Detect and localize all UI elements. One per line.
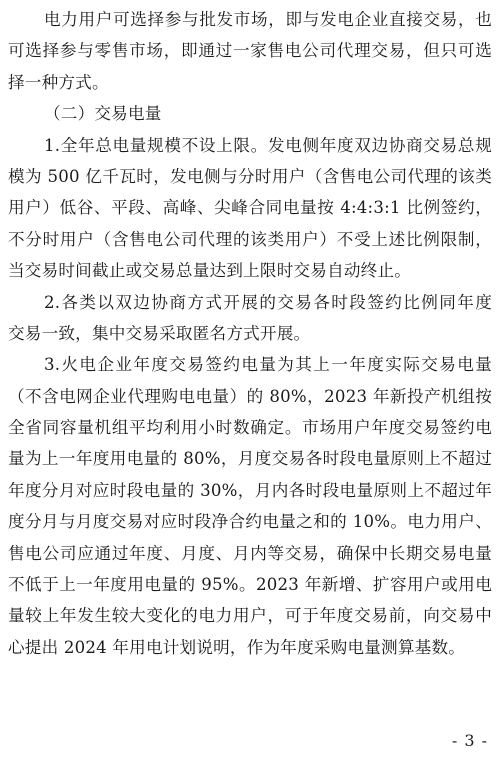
text-line: 电力用户可选择参与批发市场，即与发电企业直接交易，也 (44, 10, 492, 29)
text-line: 年度分月对应时段电量的 30%，月内各时段电量原则上不超过年 (8, 480, 492, 500)
text-line: （不含电网企业代理购电电量）的 80%，2023 年新投产机组按 (8, 386, 492, 406)
text-line: 择一种方式。 (8, 72, 109, 92)
text-line: 交易一致，集中交易采取匿名方式开展。 (8, 323, 311, 343)
text-line: 全省同容量机组平均利用小时数确定。市场用户年度交易签约电 (8, 418, 492, 438)
text-line: 2.各类以双边协商方式开展的交易各时段签约比例同年度 (44, 292, 492, 312)
text-line: 3.火电企业年度交易签约电量为其上一年度实际交易电量 (44, 355, 492, 375)
text-line: 售电公司应通过年度、月度、月内等交易，确保中长期交易电量 (8, 543, 492, 563)
section-heading: （二）交易电量 (44, 104, 162, 124)
text-line: 心提出 2024 年用电计划说明，作为年度采购电量测算基数。 (8, 637, 466, 657)
text-line: 不分时用户（含售电公司代理的该类用户）不受上述比例限制， (8, 229, 492, 249)
text-line: 不低于上一年度用电量的 95%。2023 年新增、扩容用户或用电 (8, 575, 492, 595)
page-number: - 3 - (451, 731, 488, 750)
text-line: 量为上一年度用电量的 80%，月度交易各时段电量原则上不超过 (8, 449, 492, 469)
text-line: 当交易时间截止或交易总量达到上限时交易自动终止。 (8, 261, 412, 281)
text-line: 模为 500 亿千瓦时，发电侧与分时用户（含售电公司代理的该类 (8, 166, 492, 186)
document-body (8, 4, 492, 663)
text-line: 用户）低谷、平段、高峰、尖峰合同电量按 4:4:3:1 比例签约， (8, 198, 492, 218)
text-line: 度分月与月度交易对应时段净合约电量之和的 10%。电力用户、 (8, 512, 492, 532)
text-line: 量较上年发生较大变化的电力用户，可于年度交易前，向交易中 (8, 606, 492, 626)
text-line: 可选择参与零售市场，即通过一家售电公司代理交易，但只可选 (8, 41, 492, 61)
text-line: 1.全年总电量规模不设上限。发电侧年度双边协商交易总规 (44, 135, 492, 155)
